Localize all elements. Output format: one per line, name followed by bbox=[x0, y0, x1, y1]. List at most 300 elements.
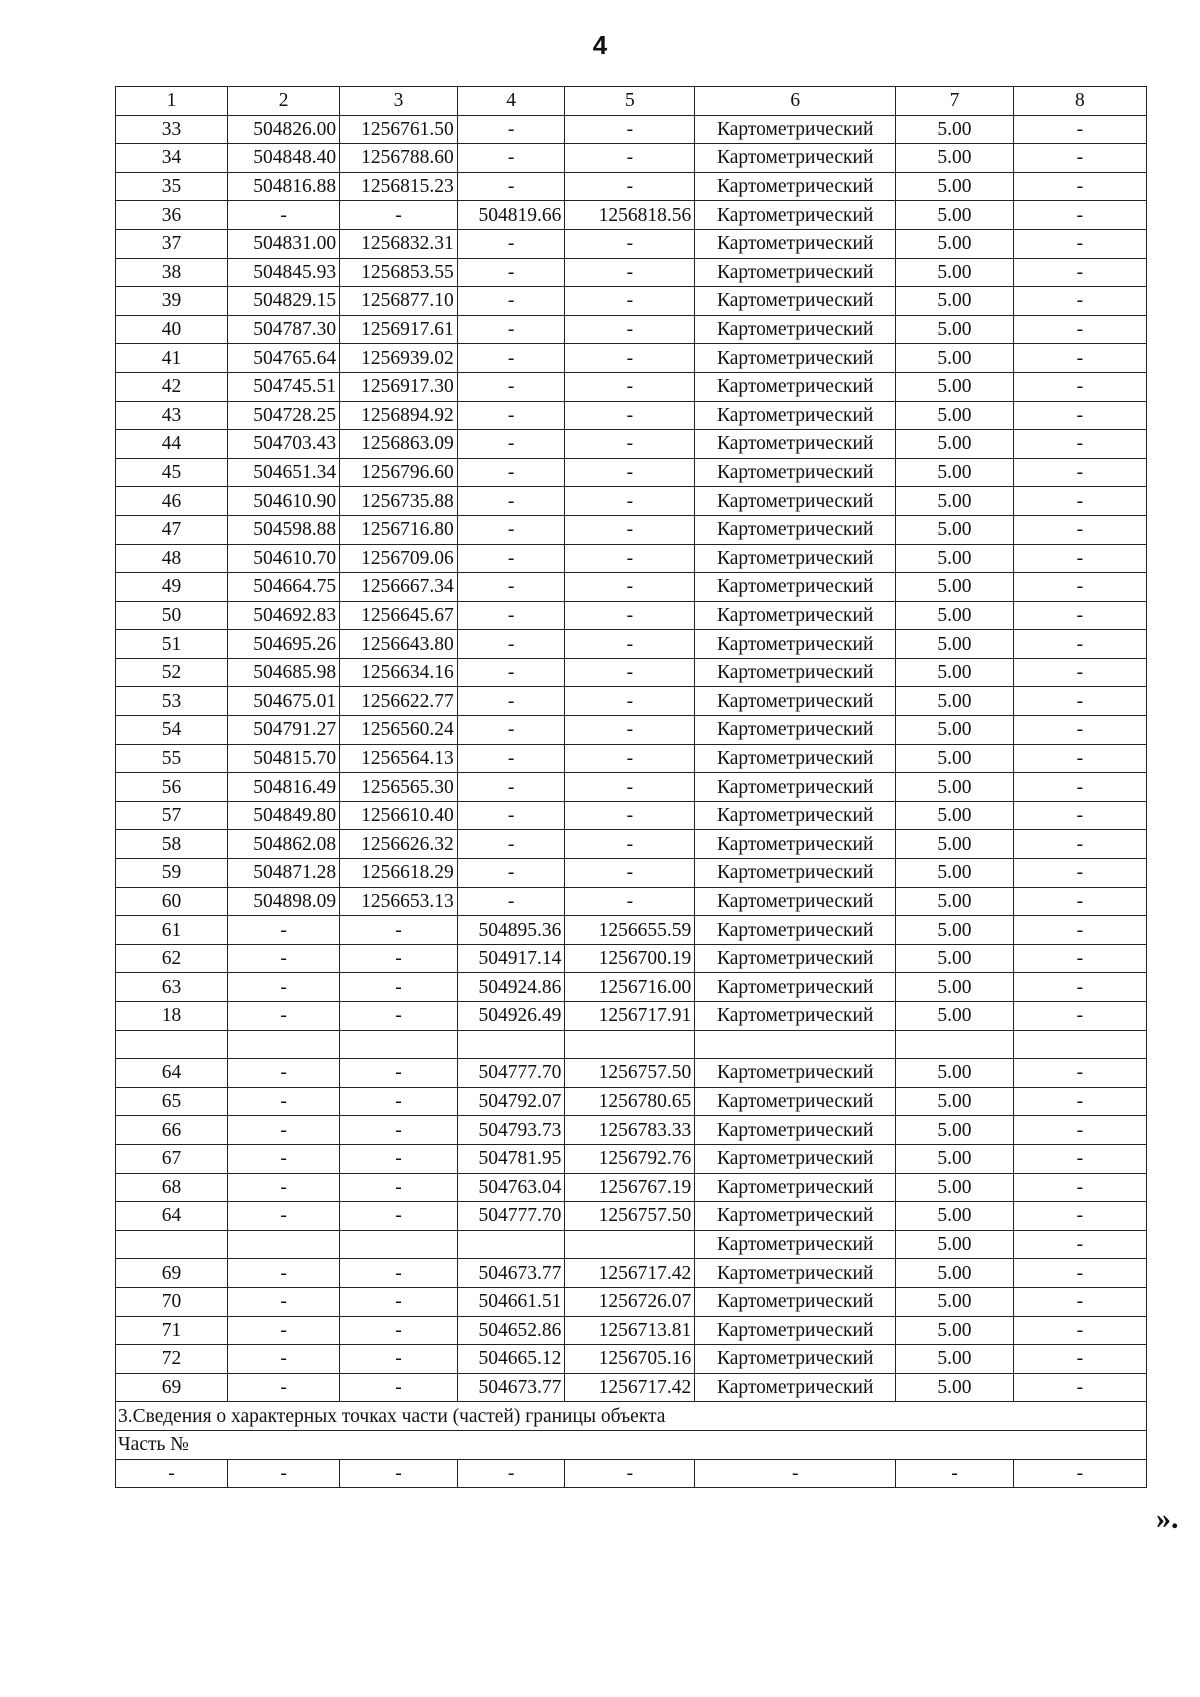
table-cell: 504610.90 bbox=[228, 487, 340, 516]
table-cell: 504664.75 bbox=[228, 573, 340, 602]
table-cell: 72 bbox=[116, 1345, 228, 1374]
table-cell: 41 bbox=[116, 344, 228, 373]
header-cell: 2 bbox=[228, 87, 340, 116]
section-heading: 3.Сведения о характерных точках части (частей) границы объекта bbox=[116, 1402, 1147, 1431]
table-cell: 5.00 bbox=[896, 544, 1014, 573]
table-cell: 37 bbox=[116, 229, 228, 258]
table-row bbox=[116, 515, 1147, 544]
table-cell: - bbox=[340, 1373, 458, 1402]
table-cell: - bbox=[565, 258, 695, 287]
table-cell: 1256705.16 bbox=[565, 1345, 695, 1374]
table-cell: - bbox=[340, 1345, 458, 1374]
table-cell: Картометрический bbox=[695, 287, 896, 316]
table-cell: - bbox=[1013, 544, 1146, 573]
table-row bbox=[116, 1059, 1147, 1088]
table-cell: 1256717.42 bbox=[565, 1259, 695, 1288]
table-cell: - bbox=[1013, 372, 1146, 401]
table-cell: - bbox=[457, 887, 565, 916]
table-cell: - bbox=[228, 1002, 340, 1031]
table-cell: - bbox=[1013, 830, 1146, 859]
table-cell: 504819.66 bbox=[457, 201, 565, 230]
table-row bbox=[116, 315, 1147, 344]
table-cell: - bbox=[565, 515, 695, 544]
table-cell: 5.00 bbox=[896, 287, 1014, 316]
table-cell: - bbox=[565, 773, 695, 802]
table-cell: 1256700.19 bbox=[565, 944, 695, 973]
table-cell: - bbox=[1013, 1230, 1146, 1259]
table-cell: - bbox=[565, 172, 695, 201]
table-cell: 1256618.29 bbox=[340, 859, 458, 888]
table-cell: - bbox=[457, 801, 565, 830]
table-cell: 5.00 bbox=[896, 1316, 1014, 1345]
header-cell: 5 bbox=[565, 87, 695, 116]
table-row bbox=[116, 887, 1147, 916]
table-cell: 504793.73 bbox=[457, 1116, 565, 1145]
table-cell bbox=[340, 1230, 458, 1259]
table-cell: - bbox=[1013, 973, 1146, 1002]
table-cell: - bbox=[565, 144, 695, 173]
table-cell: 53 bbox=[116, 687, 228, 716]
table-cell: - bbox=[228, 1345, 340, 1374]
table-cell: 50 bbox=[116, 601, 228, 630]
table-cell: - bbox=[1013, 687, 1146, 716]
table-cell: - bbox=[228, 916, 340, 945]
table-cell: - bbox=[1013, 229, 1146, 258]
table-cell: - bbox=[340, 1087, 458, 1116]
header-cell: 3 bbox=[340, 87, 458, 116]
table-cell: 1256939.02 bbox=[340, 344, 458, 373]
table-cell: 5.00 bbox=[896, 401, 1014, 430]
table-cell: 5.00 bbox=[896, 1202, 1014, 1231]
table-cell: - bbox=[340, 1116, 458, 1145]
table-row bbox=[116, 172, 1147, 201]
table-cell: 1256564.13 bbox=[340, 744, 458, 773]
table-cell: Картометрический bbox=[695, 887, 896, 916]
table-cell: 1256818.56 bbox=[565, 201, 695, 230]
table-cell: Картометрический bbox=[695, 430, 896, 459]
table-cell: - bbox=[340, 1202, 458, 1231]
table-row bbox=[116, 801, 1147, 830]
table-cell: - bbox=[1013, 172, 1146, 201]
table-cell: 504745.51 bbox=[228, 372, 340, 401]
table-cell: 5.00 bbox=[896, 687, 1014, 716]
table-cell: - bbox=[457, 573, 565, 602]
table-cell: 52 bbox=[116, 658, 228, 687]
table-cell: Картометрический bbox=[695, 115, 896, 144]
table-cell: 504651.34 bbox=[228, 458, 340, 487]
table-cell: 1256713.81 bbox=[565, 1316, 695, 1345]
table-cell: - bbox=[1013, 658, 1146, 687]
table-cell: 504845.93 bbox=[228, 258, 340, 287]
table-cell: - bbox=[565, 830, 695, 859]
table-cell: 1256655.59 bbox=[565, 916, 695, 945]
table-row bbox=[116, 1116, 1147, 1145]
table-cell: - bbox=[340, 1144, 458, 1173]
table-cell: 5.00 bbox=[896, 1002, 1014, 1031]
table-cell: - bbox=[1013, 515, 1146, 544]
table-cell: 1256767.19 bbox=[565, 1173, 695, 1202]
table-cell: 504829.15 bbox=[228, 287, 340, 316]
table-row bbox=[116, 1373, 1147, 1402]
table-cell bbox=[116, 1230, 228, 1259]
table-cell: - bbox=[1013, 344, 1146, 373]
header-cell: 4 bbox=[457, 87, 565, 116]
table-row bbox=[116, 258, 1147, 287]
part-label: Часть № bbox=[116, 1430, 1147, 1459]
table-cell: 1256796.60 bbox=[340, 458, 458, 487]
table-cell: 504926.49 bbox=[457, 1002, 565, 1031]
table-cell: - bbox=[228, 1259, 340, 1288]
table-cell bbox=[457, 1030, 565, 1059]
table-cell: - bbox=[565, 859, 695, 888]
table-cell: 504791.27 bbox=[228, 716, 340, 745]
table-cell: 504665.12 bbox=[457, 1345, 565, 1374]
table-cell: 1256894.92 bbox=[340, 401, 458, 430]
table-row bbox=[116, 573, 1147, 602]
table-cell: 504777.70 bbox=[457, 1059, 565, 1088]
table-row bbox=[116, 916, 1147, 945]
table-cell: - bbox=[340, 1287, 458, 1316]
table-cell: 1256757.50 bbox=[565, 1202, 695, 1231]
table-cell: 504792.07 bbox=[457, 1087, 565, 1116]
table-cell: 5.00 bbox=[896, 658, 1014, 687]
table-cell: Картометрический bbox=[695, 773, 896, 802]
table-cell: - bbox=[565, 601, 695, 630]
table-row bbox=[116, 344, 1147, 373]
table-cell: 5.00 bbox=[896, 744, 1014, 773]
table-row bbox=[116, 1087, 1147, 1116]
table-cell: - bbox=[1013, 258, 1146, 287]
table-cell: 5.00 bbox=[896, 1087, 1014, 1116]
table-cell: 67 bbox=[116, 1144, 228, 1173]
table-row bbox=[116, 287, 1147, 316]
table-cell: - bbox=[1013, 1002, 1146, 1031]
table-cell: 504695.26 bbox=[228, 630, 340, 659]
header-cell: 1 bbox=[116, 87, 228, 116]
table-cell: Картометрический bbox=[695, 716, 896, 745]
table-cell: - bbox=[1013, 944, 1146, 973]
table-cell: 61 bbox=[116, 916, 228, 945]
table-cell: - bbox=[457, 658, 565, 687]
table-cell: - bbox=[565, 630, 695, 659]
table-cell: Картометрический bbox=[695, 172, 896, 201]
table-cell: - bbox=[457, 859, 565, 888]
table-cell: 5.00 bbox=[896, 830, 1014, 859]
table-cell: 504815.70 bbox=[228, 744, 340, 773]
table-cell: 43 bbox=[116, 401, 228, 430]
table-cell: - bbox=[457, 344, 565, 373]
table-cell: 5.00 bbox=[896, 1259, 1014, 1288]
header-cell: 8 bbox=[1013, 87, 1146, 116]
table-cell: Картометрический bbox=[695, 1059, 896, 1088]
table-cell: - bbox=[565, 687, 695, 716]
table-row bbox=[116, 973, 1147, 1002]
table-cell: - bbox=[565, 287, 695, 316]
table-cell: 504692.83 bbox=[228, 601, 340, 630]
table-cell: - bbox=[228, 1202, 340, 1231]
table-cell: 58 bbox=[116, 830, 228, 859]
table-cell: 66 bbox=[116, 1116, 228, 1145]
table-cell: - bbox=[340, 916, 458, 945]
table-cell: 1256726.07 bbox=[565, 1287, 695, 1316]
table-cell: 504826.00 bbox=[228, 115, 340, 144]
table-row bbox=[116, 658, 1147, 687]
table-cell: Картометрический bbox=[695, 1144, 896, 1173]
table-cell: 504848.40 bbox=[228, 144, 340, 173]
table-cell: Картометрический bbox=[695, 1202, 896, 1231]
table-cell: 5.00 bbox=[896, 315, 1014, 344]
table-cell: 1256717.91 bbox=[565, 1002, 695, 1031]
table-cell bbox=[340, 1030, 458, 1059]
table-cell: 504871.28 bbox=[228, 859, 340, 888]
table-cell: 504777.70 bbox=[457, 1202, 565, 1231]
table-cell: 1256560.24 bbox=[340, 716, 458, 745]
table-cell: - bbox=[1013, 1087, 1146, 1116]
table-cell: 48 bbox=[116, 544, 228, 573]
table-cell: 5.00 bbox=[896, 430, 1014, 459]
table-cell: 504924.86 bbox=[457, 973, 565, 1002]
table-cell: - bbox=[1013, 115, 1146, 144]
table-cell: - bbox=[1013, 573, 1146, 602]
table-cell: - bbox=[457, 229, 565, 258]
table-cell: 1256634.16 bbox=[340, 658, 458, 687]
header-cell: 6 bbox=[695, 87, 896, 116]
table-cell: Картометрический bbox=[695, 372, 896, 401]
table-cell: - bbox=[565, 801, 695, 830]
table-cell: 504862.08 bbox=[228, 830, 340, 859]
table-cell: - bbox=[565, 229, 695, 258]
table-cell: - bbox=[565, 658, 695, 687]
table-row bbox=[116, 372, 1147, 401]
table-cell: - bbox=[565, 115, 695, 144]
table-cell: Картометрический bbox=[695, 401, 896, 430]
table-cell: 60 bbox=[116, 887, 228, 916]
header-row bbox=[116, 87, 1147, 116]
table-body bbox=[116, 87, 1147, 1488]
table-row bbox=[116, 1173, 1147, 1202]
table-cell: 38 bbox=[116, 258, 228, 287]
table-row bbox=[116, 487, 1147, 516]
table-cell: - bbox=[457, 144, 565, 173]
table-cell: - bbox=[340, 201, 458, 230]
table-row bbox=[116, 544, 1147, 573]
table-row bbox=[116, 744, 1147, 773]
table-cell: 57 bbox=[116, 801, 228, 830]
table-row bbox=[116, 1030, 1147, 1059]
table-cell: Картометрический bbox=[695, 458, 896, 487]
table-cell: 62 bbox=[116, 944, 228, 973]
table-cell: - bbox=[457, 458, 565, 487]
table-cell: 5.00 bbox=[896, 916, 1014, 945]
table-cell: Картометрический bbox=[695, 944, 896, 973]
table-cell: Картометрический bbox=[695, 744, 896, 773]
table-cell: - bbox=[457, 744, 565, 773]
table-cell: - bbox=[228, 1287, 340, 1316]
table-cell: 1256667.34 bbox=[340, 573, 458, 602]
table-cell: Картометрический bbox=[695, 258, 896, 287]
table-cell: Картометрический bbox=[695, 1002, 896, 1031]
table-row bbox=[116, 1345, 1147, 1374]
table-cell: Картометрический bbox=[695, 916, 896, 945]
table-cell: Картометрический bbox=[695, 830, 896, 859]
table-cell: - bbox=[565, 344, 695, 373]
table-row bbox=[116, 229, 1147, 258]
table-cell: 5.00 bbox=[896, 801, 1014, 830]
table-cell: 39 bbox=[116, 287, 228, 316]
table-cell: 54 bbox=[116, 716, 228, 745]
table-cell: 504728.25 bbox=[228, 401, 340, 430]
table-cell: 1256815.23 bbox=[340, 172, 458, 201]
table-cell: 35 bbox=[116, 172, 228, 201]
table-cell: 5.00 bbox=[896, 144, 1014, 173]
table-row bbox=[116, 1287, 1147, 1316]
table-cell: 5.00 bbox=[896, 973, 1014, 1002]
table-cell: - bbox=[457, 115, 565, 144]
table-cell: - bbox=[1013, 401, 1146, 430]
closing-quote: ». bbox=[1156, 1502, 1179, 1535]
table-cell: - bbox=[1013, 1202, 1146, 1231]
table-cell: - bbox=[457, 544, 565, 573]
table-cell: 71 bbox=[116, 1316, 228, 1345]
table-cell: 1256645.67 bbox=[340, 601, 458, 630]
table-cell: 1256832.31 bbox=[340, 229, 458, 258]
table-cell: 504898.09 bbox=[228, 887, 340, 916]
table-cell: - bbox=[340, 1002, 458, 1031]
table-cell: Картометрический bbox=[695, 544, 896, 573]
table-cell: 1256761.50 bbox=[340, 115, 458, 144]
coordinates-table bbox=[115, 86, 1147, 1488]
table-cell: 5.00 bbox=[896, 773, 1014, 802]
table-cell: 5.00 bbox=[896, 1059, 1014, 1088]
table-cell: Картометрический bbox=[695, 144, 896, 173]
table-cell: 56 bbox=[116, 773, 228, 802]
table-cell bbox=[695, 1030, 896, 1059]
table-cell: Картометрический bbox=[695, 315, 896, 344]
table-cell: - bbox=[228, 1373, 340, 1402]
table-row bbox=[116, 687, 1147, 716]
table-cell: 69 bbox=[116, 1373, 228, 1402]
table-cell: 65 bbox=[116, 1087, 228, 1116]
table-cell: 1256788.60 bbox=[340, 144, 458, 173]
table-cell: 36 bbox=[116, 201, 228, 230]
table-cell: 5.00 bbox=[896, 229, 1014, 258]
table-cell: Картометрический bbox=[695, 1287, 896, 1316]
table-cell: 504661.51 bbox=[457, 1287, 565, 1316]
table-cell: - bbox=[457, 258, 565, 287]
table-cell: 5.00 bbox=[896, 573, 1014, 602]
table-cell: - bbox=[457, 372, 565, 401]
table-row bbox=[116, 1316, 1147, 1345]
table-cell: 1256917.61 bbox=[340, 315, 458, 344]
table-cell: - bbox=[565, 430, 695, 459]
table-cell: - bbox=[457, 430, 565, 459]
table-cell: 46 bbox=[116, 487, 228, 516]
table-cell: 5.00 bbox=[896, 115, 1014, 144]
table-row bbox=[116, 1259, 1147, 1288]
table-cell: 51 bbox=[116, 630, 228, 659]
table-cell: - bbox=[228, 944, 340, 973]
table-cell: Картометрический bbox=[695, 687, 896, 716]
table-cell: - bbox=[457, 830, 565, 859]
table-cell: - bbox=[1013, 744, 1146, 773]
table-cell: 5.00 bbox=[896, 1345, 1014, 1374]
table-cell: 1256853.55 bbox=[340, 258, 458, 287]
table-cell: - bbox=[1013, 801, 1146, 830]
table-row bbox=[116, 1459, 1147, 1488]
table-row bbox=[116, 458, 1147, 487]
table-cell bbox=[228, 1030, 340, 1059]
table-cell: 504816.88 bbox=[228, 172, 340, 201]
table-cell: - bbox=[565, 716, 695, 745]
table-cell: - bbox=[457, 287, 565, 316]
table-cell: 504763.04 bbox=[457, 1173, 565, 1202]
table-cell: - bbox=[228, 201, 340, 230]
table-cell: - bbox=[228, 1144, 340, 1173]
table-cell: 504781.95 bbox=[457, 1144, 565, 1173]
table-cell: 44 bbox=[116, 430, 228, 459]
table-cell: - bbox=[1013, 1345, 1146, 1374]
table-cell: Картометрический bbox=[695, 1230, 896, 1259]
table-cell: Картометрический bbox=[695, 630, 896, 659]
table-cell: 504703.43 bbox=[228, 430, 340, 459]
table-row bbox=[116, 716, 1147, 745]
table-cell: 1256643.80 bbox=[340, 630, 458, 659]
table-cell: - bbox=[1013, 1144, 1146, 1173]
table-cell: 504673.77 bbox=[457, 1373, 565, 1402]
table-cell: - bbox=[340, 1173, 458, 1202]
table-cell: 1256717.42 bbox=[565, 1373, 695, 1402]
table-cell: 5.00 bbox=[896, 258, 1014, 287]
table-cell: 1256780.65 bbox=[565, 1087, 695, 1116]
table-cell: - bbox=[565, 487, 695, 516]
table-cell: 1256653.13 bbox=[340, 887, 458, 916]
table-cell: Картометрический bbox=[695, 573, 896, 602]
table-cell: 34 bbox=[116, 144, 228, 173]
table-cell: - bbox=[565, 544, 695, 573]
table-row bbox=[116, 115, 1147, 144]
table-cell: - bbox=[1013, 887, 1146, 916]
table-cell: 504787.30 bbox=[228, 315, 340, 344]
table-cell: 5.00 bbox=[896, 1287, 1014, 1316]
table-row bbox=[116, 1002, 1147, 1031]
table-cell: 1256610.40 bbox=[340, 801, 458, 830]
table-cell: 504816.49 bbox=[228, 773, 340, 802]
table-cell: - bbox=[228, 1316, 340, 1345]
table-cell: Картометрический bbox=[695, 344, 896, 373]
table-cell: - bbox=[457, 487, 565, 516]
table-cell: - bbox=[565, 887, 695, 916]
table-cell: - bbox=[457, 172, 565, 201]
table-cell: 64 bbox=[116, 1202, 228, 1231]
table-cell: Картометрический bbox=[695, 487, 896, 516]
table-cell: 504849.80 bbox=[228, 801, 340, 830]
table-cell: - bbox=[340, 973, 458, 1002]
table-cell: - bbox=[340, 944, 458, 973]
table-cell: Картометрический bbox=[695, 1259, 896, 1288]
table-cell: - bbox=[340, 1059, 458, 1088]
table-cell: - bbox=[565, 744, 695, 773]
table-cell: - bbox=[1013, 1059, 1146, 1088]
table-cell: 5.00 bbox=[896, 487, 1014, 516]
table-cell: - bbox=[1013, 1316, 1146, 1345]
table-cell: - bbox=[1013, 201, 1146, 230]
table-cell: 64 bbox=[116, 1059, 228, 1088]
table-cell: - bbox=[1013, 601, 1146, 630]
table-cell: 45 bbox=[116, 458, 228, 487]
table-cell: - bbox=[340, 1316, 458, 1345]
table-cell bbox=[116, 1030, 228, 1059]
table-cell: - bbox=[1013, 630, 1146, 659]
